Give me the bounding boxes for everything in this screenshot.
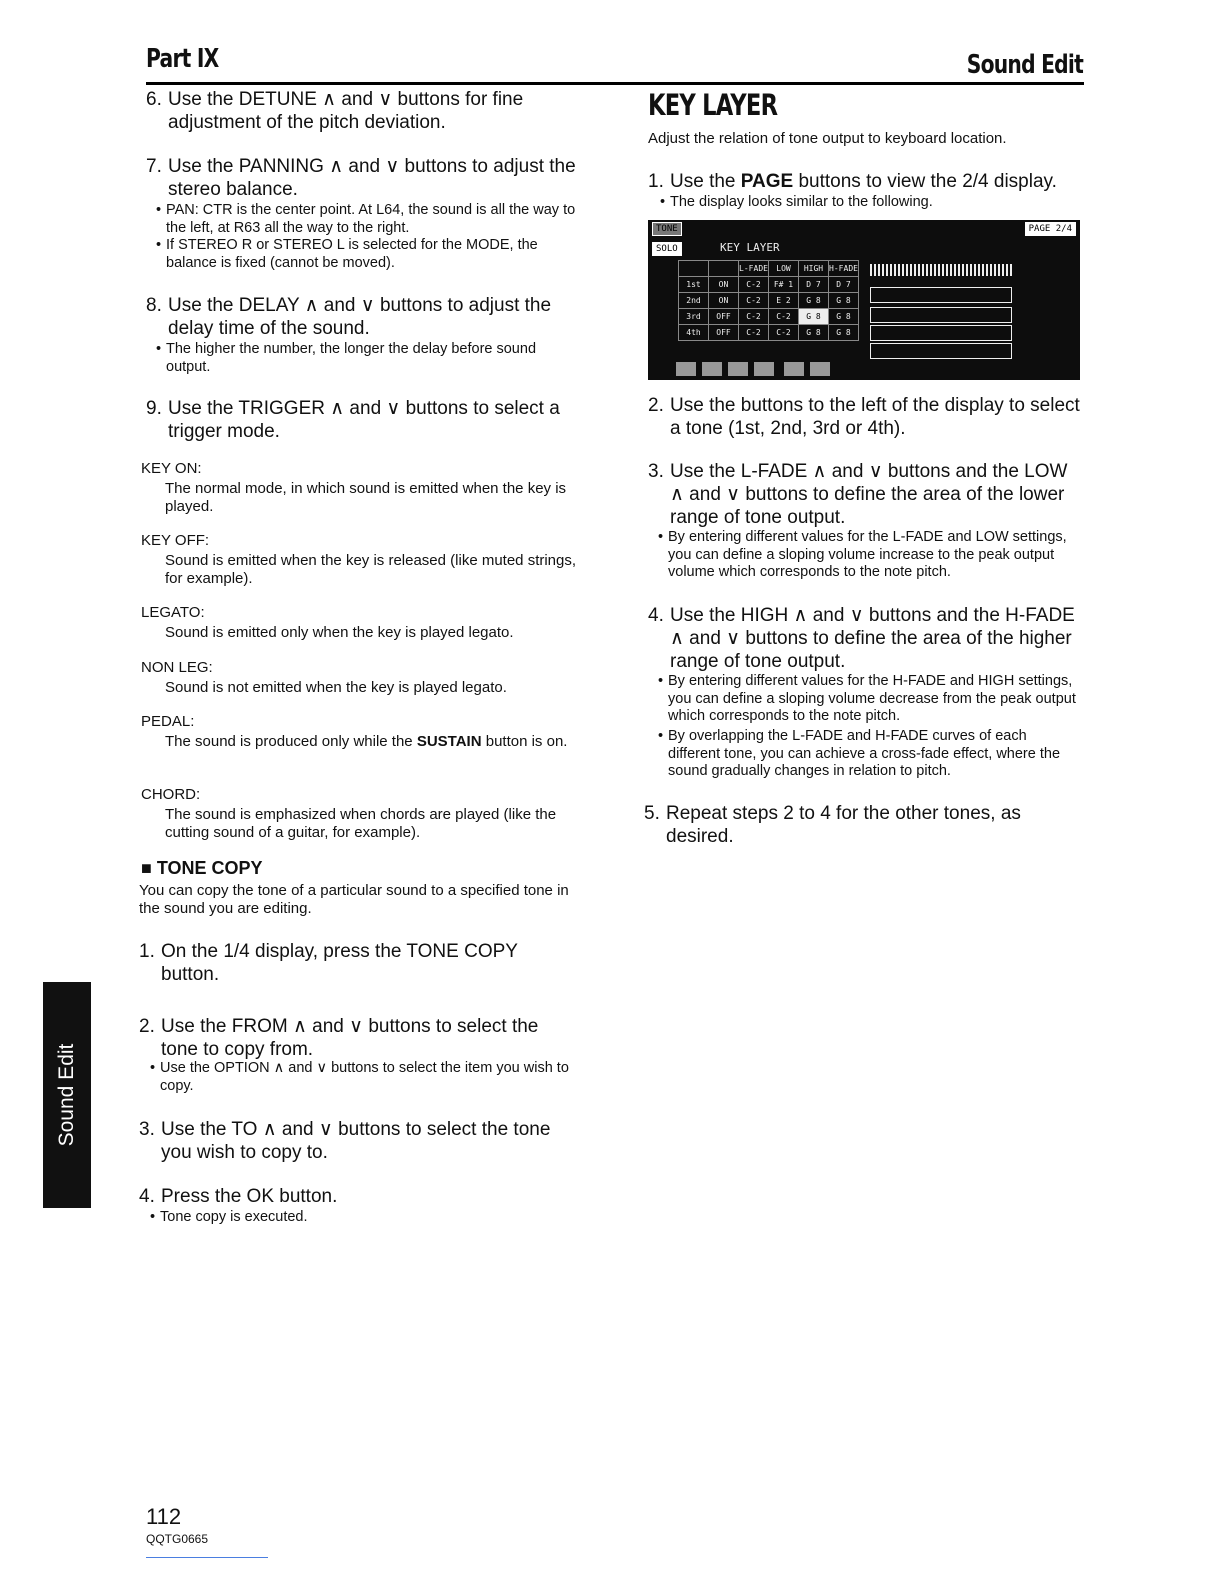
key-layer-title: KEY LAYER (648, 88, 778, 122)
side-tab-label: Sound Edit (55, 1043, 78, 1147)
step-text: Use the PANNING ∧ and ∨ buttons to adjust the stereo balance. (168, 156, 576, 200)
arrow-buttons-icon (784, 362, 830, 376)
step-number: 5. (644, 803, 660, 824)
note-hfade: • By entering different values for the H-FADE and HIGH settings, you can define a sloping volume decrease from the peak output which corresponds to the note pitch. (658, 673, 1082, 726)
note-text: By overlapping the L-FADE and H-FADE curves of each different tone, you can achieve a cross-fade effect, where the sound gradually changes in relation to pitch. (668, 728, 1061, 779)
step-text: Repeat steps 2 to 4 for the other tones, as desired. (666, 803, 1021, 847)
step-text: Press the OK button. (161, 1186, 338, 1207)
mode-desc: The sound is emphasized when chords are played (like the cutting sound of a guitar, for example). (165, 806, 557, 841)
note-text: By entering different values for the L-FADE and LOW settings, you can define a sloping volume increase to the peak output volume which corresponds to the note pitch. (668, 529, 1067, 580)
part-label: Part IX (146, 44, 219, 74)
layer-curve-4 (870, 343, 1012, 359)
mode-term: KEY OFF: (141, 532, 210, 549)
page-number: 112 (146, 1504, 182, 1529)
note-delay: • The higher the number, the longer the delay before sound output. (156, 341, 578, 376)
lcd-display (648, 220, 1080, 380)
step-number: 3. (648, 461, 664, 482)
table-row: 2nd ON C-2 E 2 G 8 G 8 (679, 293, 859, 309)
tone-copy-step-2 (139, 1015, 575, 1061)
table-row: 4th OFF C-2 C-2 G 8 G 8 (679, 325, 859, 341)
key-step-1 (648, 170, 1084, 193)
key-step-4 (648, 604, 1082, 673)
step-text: Use the DETUNE ∧ and ∨ buttons for fine adjustment of the pitch deviation. (168, 89, 524, 133)
table-row: 1st ON C-2 F# 1 D 7 D 7 (679, 277, 859, 293)
note-executed: • Tone copy is executed. (150, 1209, 576, 1227)
mode-term: LEGATO: (141, 604, 205, 621)
step-text: Use the buttons to the left of the display to select a tone (1st, 2nd, 3rd or 4th). (670, 395, 1080, 439)
note-lfade: • By entering different values for the L-FADE and LOW settings, you can define a sloping volume increase to the peak output volume which corresponds to the note pitch. (658, 529, 1082, 582)
note-display: • The display looks similar to the following. (660, 194, 1080, 212)
layer-curve-1 (870, 287, 1012, 303)
step-text: Use the HIGH ∧ and ∨ buttons and the H-FADE ∧ and ∨ buttons to define the area of the higher range of tone output. (670, 605, 1075, 672)
step-text: Use the L-FADE ∧ and ∨ buttons and the LOW ∧ and ∨ buttons to define the area of the lower range of tone output. (670, 461, 1068, 528)
arrow-buttons-icon (676, 362, 776, 376)
note-text: The display looks similar to the following. (670, 194, 933, 210)
table-header-row: L-FADE LOW HIGH H-FADE (679, 261, 859, 277)
footer-rule (146, 1557, 268, 1558)
step-number: 6. (146, 89, 162, 110)
step-text: Use the DELAY ∧ and ∨ buttons to adjust the delay time of the sound. (168, 295, 552, 339)
note-pan: • PAN: CTR is the center point. At L64, the sound is all the way to the left, at R63 all the way to the right. (156, 202, 578, 237)
step-number: 2. (139, 1016, 155, 1037)
key-layer-table (678, 260, 859, 341)
page-tab: PAGE 2/4 (1025, 222, 1076, 236)
note-crossfade: • By overlapping the L-FADE and H-FADE curves of each different tone, you can achieve a cross-fade effect, where the sound gradually changes in relation to pitch. (658, 728, 1082, 781)
step-8 (146, 294, 578, 340)
note-text: If STEREO R or STEREO L is selected for the MODE, the balance is fixed (cannot be moved). (166, 237, 538, 271)
note-option: • Use the OPTION ∧ and ∨ buttons to select the item you wish to copy. (150, 1060, 576, 1095)
note-text: Tone copy is executed. (160, 1209, 308, 1225)
key-layer-intro: Adjust the relation of tone output to keyboard location. (648, 130, 1007, 147)
layer-curve-3 (870, 325, 1012, 341)
mode-term: CHORD: (141, 786, 201, 803)
step-number: 7. (146, 156, 162, 177)
square-bullet-icon: ■ (141, 858, 157, 878)
tone-copy-step-4 (139, 1185, 575, 1208)
header-rule (146, 82, 1084, 85)
mode-desc: Sound is emitted when the key is released (like muted strings, for example). (165, 552, 577, 587)
key-step-2 (648, 394, 1082, 440)
step-number: 3. (139, 1119, 155, 1140)
mode-desc: The normal mode, in which sound is emitted when the key is played. (165, 480, 567, 515)
tone-tab: TONE (652, 222, 682, 236)
tone-copy-step-3 (139, 1118, 575, 1164)
mode-desc: The sound is produced only while the SUSTAIN button is on. (165, 733, 568, 750)
step-text: Use the PAGE buttons to view the 2/4 display. (670, 171, 1057, 192)
section-side-tab (43, 982, 91, 1208)
mode-term: KEY ON: (141, 460, 202, 477)
note-text: PAN: CTR is the center point. At L64, the sound is all the way to the left, at R63 all the way to the right. (166, 202, 576, 236)
step-number: 4. (139, 1186, 155, 1207)
step-9 (146, 397, 578, 443)
step-number: 1. (139, 941, 155, 962)
tone-copy-intro: You can copy the tone of a particular sound to a specified tone in the sound you are editing. (139, 882, 569, 917)
note-stereo: • If STEREO R or STEREO L is selected for the MODE, the balance is fixed (cannot be moved). (156, 237, 578, 272)
step-number: 1. (648, 171, 664, 192)
tone-copy-step-1 (139, 940, 575, 986)
step-number: 9. (146, 398, 162, 419)
note-text: The higher the number, the longer the delay before sound output. (166, 341, 537, 375)
lcd-title: KEY LAYER (720, 241, 780, 254)
mode-term: PEDAL: (141, 713, 195, 730)
section-label: Sound Edit (966, 50, 1083, 80)
document-code: QQTG0665 (146, 1532, 209, 1546)
mode-term: NON LEG: (141, 659, 213, 676)
key-step-5 (644, 802, 1082, 848)
tone-copy-heading: ■ TONE COPY (141, 858, 263, 878)
step-text: Use the TRIGGER ∧ and ∨ buttons to select a trigger mode. (168, 398, 560, 442)
mode-desc: Sound is not emitted when the key is played legato. (165, 679, 507, 696)
step-number: 4. (648, 605, 664, 626)
note-text: By entering different values for the H-FADE and HIGH settings, you can define a sloping volume decrease from the peak output which corresponds to the note pitch. (668, 673, 1076, 724)
key-step-3 (648, 460, 1082, 529)
step-text: Use the TO ∧ and ∨ buttons to select the tone you wish to copy to. (161, 1119, 551, 1163)
solo-tab: SOLO (652, 242, 682, 256)
step-7 (146, 155, 578, 201)
layer-curve-2 (870, 307, 1012, 323)
step-text: Use the FROM ∧ and ∨ buttons to select the tone to copy from. (161, 1016, 539, 1060)
note-text: Use the OPTION ∧ and ∨ buttons to select the item you wish to copy. (160, 1060, 569, 1094)
step-number: 2. (648, 395, 664, 416)
table-row: 3rd OFF C-2 C-2 G 8 G 8 (679, 309, 859, 325)
step-number: 8. (146, 295, 162, 316)
step-text: On the 1/4 display, press the TONE COPY button. (161, 941, 518, 985)
mode-desc: Sound is emitted only when the key is played legato. (165, 624, 514, 641)
keyboard-icon (870, 264, 1012, 276)
step-6 (146, 88, 578, 134)
